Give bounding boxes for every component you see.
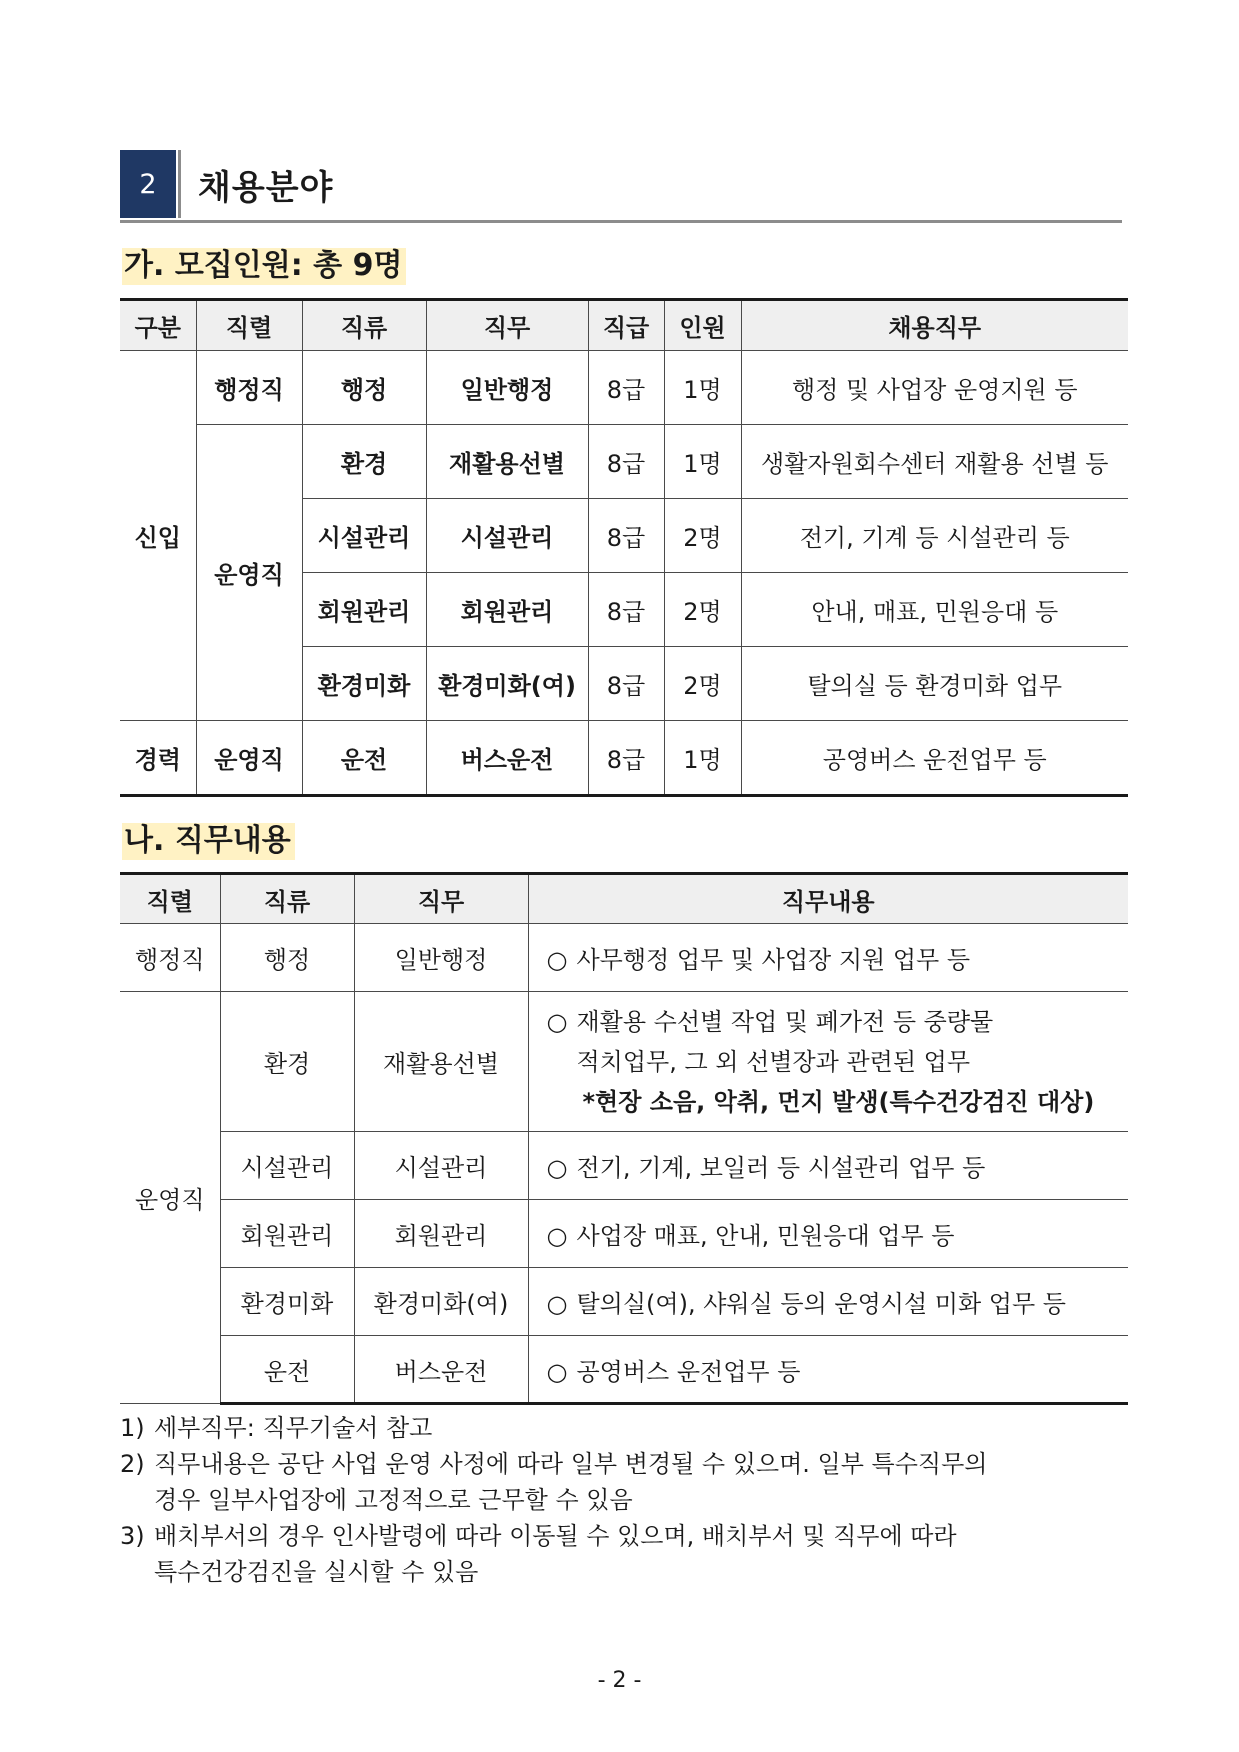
group-cell: 신입 bbox=[120, 351, 196, 721]
grade-cell: 8급 bbox=[588, 425, 664, 499]
col-header: 직류 bbox=[220, 874, 354, 924]
footnote-text: 세부직무: 직무기술서 참고 bbox=[154, 1414, 433, 1442]
col-header: 직렬 bbox=[120, 874, 220, 924]
bullet-icon: ○ bbox=[546, 1007, 568, 1036]
job-cell: 일반행정 bbox=[426, 351, 588, 425]
col-header: 인원 bbox=[664, 300, 741, 351]
series-cell: 행정직 bbox=[120, 924, 220, 992]
table-row bbox=[120, 1336, 1128, 1404]
col-header: 구분 bbox=[120, 300, 196, 351]
footnote bbox=[120, 1446, 1130, 1518]
job-cell: 버스운전 bbox=[354, 1336, 528, 1404]
footnote bbox=[120, 1410, 1130, 1446]
content-text: 사무행정 업무 및 사업장 지원 업무 등 bbox=[576, 946, 971, 974]
duty-cell: 공영버스 운전업무 등 bbox=[741, 721, 1128, 796]
type-cell: 환경 bbox=[220, 992, 354, 1132]
content-cell bbox=[528, 1336, 1128, 1404]
type-cell: 환경 bbox=[302, 425, 426, 499]
content-text: 사업장 매표, 안내, 민원응대 업무 등 bbox=[576, 1222, 955, 1250]
content-cell bbox=[528, 1200, 1128, 1268]
col-header: 직무내용 bbox=[528, 874, 1128, 924]
count-cell: 2명 bbox=[664, 647, 741, 721]
recruit-table bbox=[120, 298, 1128, 797]
table-row bbox=[120, 1200, 1128, 1268]
job-cell: 일반행정 bbox=[354, 924, 528, 992]
type-cell: 시설관리 bbox=[302, 499, 426, 573]
duties-table bbox=[120, 872, 1128, 1405]
footnote-number: 1) bbox=[120, 1414, 145, 1442]
job-cell: 시설관리 bbox=[354, 1132, 528, 1200]
duty-cell: 행정 및 사업장 운영지원 등 bbox=[741, 351, 1128, 425]
bullet-icon: ○ bbox=[546, 1222, 568, 1250]
table-header-row bbox=[120, 874, 1128, 924]
job-cell: 환경미화(여) bbox=[426, 647, 588, 721]
warning-text: *현장 소음, 악취, 먼지 발생(특수건강검진 대상) bbox=[582, 1087, 1095, 1116]
job-cell: 환경미화(여) bbox=[354, 1268, 528, 1336]
section-number: 2 bbox=[120, 150, 176, 218]
col-header: 직렬 bbox=[196, 300, 302, 351]
section-title: 채용분야 bbox=[198, 168, 334, 208]
job-cell: 버스운전 bbox=[426, 721, 588, 796]
job-cell: 시설관리 bbox=[426, 499, 588, 573]
group-cell: 경력 bbox=[120, 721, 196, 796]
content-cell bbox=[528, 992, 1128, 1132]
type-cell: 시설관리 bbox=[220, 1132, 354, 1200]
content-cell bbox=[528, 924, 1128, 992]
table-row bbox=[120, 351, 1128, 425]
series-cell: 운영직 bbox=[196, 425, 302, 721]
grade-cell: 8급 bbox=[588, 351, 664, 425]
footnote-text: 특수건강검진을 실시할 수 있음 bbox=[154, 1558, 479, 1586]
duty-cell: 생활자원회수센터 재활용 선별 등 bbox=[741, 425, 1128, 499]
col-header: 직무 bbox=[426, 300, 588, 351]
table-row bbox=[120, 924, 1128, 992]
grade-cell: 8급 bbox=[588, 573, 664, 647]
table-row bbox=[120, 721, 1128, 796]
duties-heading bbox=[120, 815, 297, 859]
bullet-icon: ○ bbox=[546, 1290, 568, 1318]
footnote-text: 배치부서의 경우 인사발령에 따라 이동될 수 있으며, 배치부서 및 직무에 따라 bbox=[154, 1522, 957, 1550]
content-text: 전기, 기계, 보일러 등 시설관리 업무 등 bbox=[576, 1154, 986, 1182]
footnote-number: 3) bbox=[120, 1522, 145, 1550]
job-cell: 회원관리 bbox=[354, 1200, 528, 1268]
footnote bbox=[120, 1518, 1130, 1590]
bullet-icon: ○ bbox=[546, 1154, 568, 1182]
bullet-icon: ○ bbox=[546, 1357, 568, 1386]
col-header: 채용직무 bbox=[741, 300, 1128, 351]
duty-cell: 전기, 기계 등 시설관리 등 bbox=[741, 499, 1128, 573]
type-cell: 운전 bbox=[220, 1336, 354, 1404]
job-cell: 재활용선별 bbox=[354, 992, 528, 1132]
duties-heading-text: 나. 직무내용 bbox=[122, 823, 295, 860]
page-number: - 2 - bbox=[597, 1668, 642, 1693]
type-cell: 회원관리 bbox=[302, 573, 426, 647]
col-header: 직류 bbox=[302, 300, 426, 351]
series-cell: 행정직 bbox=[196, 351, 302, 425]
count-cell: 1명 bbox=[664, 351, 741, 425]
content-text: 적치업무, 그 외 선별장과 관련된 업무 bbox=[576, 1047, 971, 1076]
table-header-row bbox=[120, 300, 1128, 351]
grade-cell: 8급 bbox=[588, 647, 664, 721]
grade-cell: 8급 bbox=[588, 721, 664, 796]
job-cell: 회원관리 bbox=[426, 573, 588, 647]
series-cell: 운영직 bbox=[120, 992, 220, 1404]
col-header: 직급 bbox=[588, 300, 664, 351]
type-cell: 환경미화 bbox=[302, 647, 426, 721]
type-cell: 환경미화 bbox=[220, 1268, 354, 1336]
table-row bbox=[120, 1268, 1128, 1336]
footnote-text: 경우 일부사업장에 고정적으로 근무할 수 있음 bbox=[154, 1486, 633, 1514]
series-cell: 운영직 bbox=[196, 721, 302, 796]
count-cell: 1명 bbox=[664, 721, 741, 796]
content-text: 탈의실(여), 샤워실 등의 운영시설 미화 업무 등 bbox=[576, 1290, 1066, 1318]
duty-cell: 안내, 매표, 민원응대 등 bbox=[741, 573, 1128, 647]
type-cell: 회원관리 bbox=[220, 1200, 354, 1268]
section-header bbox=[120, 150, 1122, 223]
table-row bbox=[120, 425, 1128, 499]
duty-cell: 탈의실 등 환경미화 업무 bbox=[741, 647, 1128, 721]
recruit-heading bbox=[120, 240, 408, 284]
type-cell: 행정 bbox=[302, 351, 426, 425]
job-cell: 재활용선별 bbox=[426, 425, 588, 499]
content-text: 재활용 수선별 작업 및 폐가전 등 중량물 bbox=[576, 1007, 994, 1036]
count-cell: 2명 bbox=[664, 499, 741, 573]
content-cell bbox=[528, 1132, 1128, 1200]
recruit-heading-text: 가. 모집인원: 총 9명 bbox=[122, 248, 406, 285]
count-cell: 2명 bbox=[664, 573, 741, 647]
col-header: 직무 bbox=[354, 874, 528, 924]
footnotes bbox=[120, 1410, 1130, 1590]
content-text: 공영버스 운전업무 등 bbox=[576, 1357, 801, 1386]
table-row bbox=[120, 1132, 1128, 1200]
count-cell: 1명 bbox=[664, 425, 741, 499]
type-cell: 행정 bbox=[220, 924, 354, 992]
footnote-text: 직무내용은 공단 사업 운영 사정에 따라 일부 변경될 수 있으며. 일부 특수직무의 bbox=[154, 1450, 988, 1478]
footnote-number: 2) bbox=[120, 1450, 145, 1478]
type-cell: 운전 bbox=[302, 721, 426, 796]
bullet-icon: ○ bbox=[546, 946, 568, 974]
content-cell bbox=[528, 1268, 1128, 1336]
table-row bbox=[120, 992, 1128, 1132]
grade-cell: 8급 bbox=[588, 499, 664, 573]
